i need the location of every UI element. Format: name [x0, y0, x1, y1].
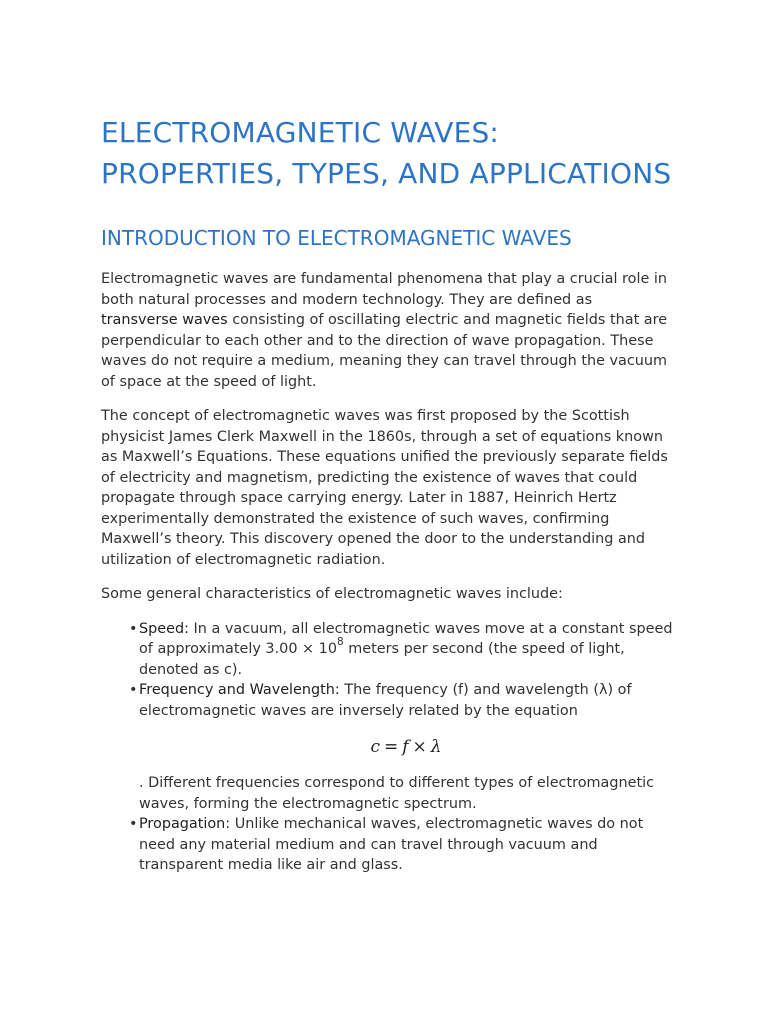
- frequency-text-after: . Different frequencies correspond to different types of electromagnetic waves, forming the electromagnetic spectrum.: [139, 775, 655, 812]
- speed-text: In a vacuum, all electromagnetic waves move at a constant speed of approximately 3.00 × 10: [139, 620, 673, 657]
- speed-label: Speed:: [139, 620, 189, 637]
- list-item-speed: [129, 619, 673, 681]
- bullet-icon: •: [129, 816, 138, 832]
- wave-equation: [139, 735, 673, 759]
- bullet-icon: •: [129, 682, 138, 698]
- propagation-text: Unlike mechanical waves, electromagnetic waves do not need any material medium and can travel through vacuum and transparent media like air and glass.: [139, 816, 644, 873]
- equation-lambda: λ: [430, 737, 442, 757]
- intro-text-before: Electromagnetic waves are fundamental phenomena that play a crucial role in both natural processes and modern technology. They are defined as: [101, 271, 667, 308]
- intro-text-after: consisting of oscillating electric and magnetic fields that are perpendicular to each other and to the direction of wave propagation. These waves do not require a medium, meaning they can travel through the vacuum of space at the speed of light.: [101, 312, 668, 390]
- characteristics-intro: Some general characteristics of electromagnetic waves include:: [101, 586, 563, 602]
- equation-f: f: [402, 737, 409, 757]
- section-heading: INTRODUCTION TO ELECTROMAGNETIC WAVES: [101, 226, 572, 250]
- speed-text-after: meters per second (the speed of light, denoted as c).: [139, 641, 625, 678]
- transverse-waves-term: transverse waves: [101, 312, 228, 328]
- characteristics-list: [101, 619, 673, 876]
- speed-exponent: 8: [337, 636, 344, 648]
- equation-equals: =: [383, 737, 399, 757]
- equation-c: c: [370, 737, 380, 757]
- intro-paragraph: [101, 269, 673, 392]
- equation-times: ×: [412, 737, 427, 757]
- bullet-icon: •: [129, 620, 138, 637]
- document-title: ELECTROMAGNETIC WAVES: PROPERTIES, TYPES, AND APPLICATIONS: [101, 116, 672, 190]
- document-page: [101, 112, 673, 876]
- frequency-label: Frequency and Wavelength:: [139, 682, 340, 698]
- propagation-label: Propagation:: [139, 816, 231, 832]
- frequency-text: The frequency (f) and wavelength (λ) of electromagnetic waves are inversely related by the equation: [139, 682, 632, 719]
- list-item-propagation: [129, 814, 673, 876]
- history-paragraph: The concept of electromagnetic waves was first proposed by the Scottish physicist James Clerk Maxwell in the 1860s, through a set of equations known as Maxwell’s Equations. These equations unified the previously separate fields of electricity and magnetism, predicting the existence of waves that could propagate through space carrying energy. Later in 1887, Heinrich Hertz experimentally demonstrated the existence of such waves, confirming Maxwell’s theory. This discovery opened the door to the understanding and utilization of electromagnetic radiation.: [101, 408, 668, 568]
- list-item-frequency: [129, 680, 673, 814]
